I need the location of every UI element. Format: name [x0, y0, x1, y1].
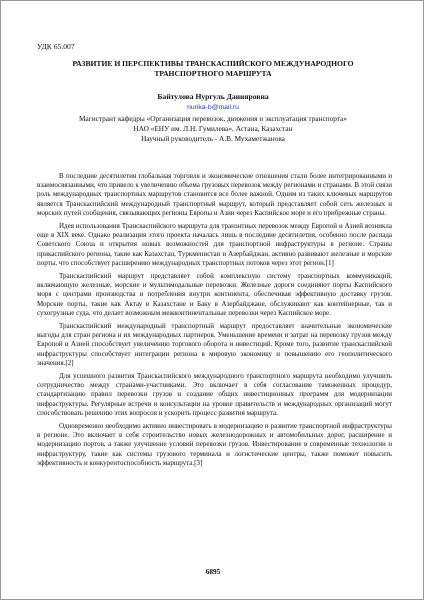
affiliation-line-university: НАО «ЕНУ им. Л.Н. Гумилева», Астана, Казахстан [133, 124, 293, 134]
article-body [37, 172, 392, 472]
udk-code: УДК 65.007 [37, 42, 75, 51]
author-email[interactable]: nurika-b@mail.ru [187, 104, 239, 111]
page-number: 6895 [205, 567, 221, 576]
affiliation-line-supervisor: Научный руководитель - А.В. Мухаметжанова [141, 134, 285, 144]
affiliation-block [31, 114, 395, 145]
body-paragraph: Одновременно необходимо активно инвестировать в модернизацию и развитие транспортной инфраструктуры в регионе. Это включает в себя строительство новых железнодорожных и автомобильных дорог, расширение и модернизацию портов, а также улучшение условий перевозки грузов. Инвестирование в современные технологии и инфраструктуру, такие как системы грузового терминала и логистические центры, также поможет повысить эффективность и конкурентоспособность маршрута.[3] [37, 422, 392, 467]
body-paragraph: В последние десятилетия глобальная торговля и экономические отношения стали более интегрированными и взаимосвязанными, что привело к увеличению объема грузовых перевозок между регионами и странами. В этой связи роль международных транспортных маршрутов становится все более важной. Одним из таких ключевых маршрутов является Транскаспийский международный транспортный маршрут, который представляет собой сеть железных и морских путей сообщения, связывающих регионы Европы и Азии через Каспийское море и его прибрежные страны. [37, 172, 392, 217]
paper-title: РАЗВИТИЕ И ПЕРСПЕКТИВЫ ТРАНСКАСПИЙСКОГО МЕЖДУНАРОДНОГО ТРАНСПОРТНОГО МАРШРУТА [72, 59, 354, 79]
author-name: Байтулова Нургуль Данияровна [157, 92, 269, 101]
body-paragraph: Для успешного развития Транскаспийского международного транспортного маршрута необходимо улучшить сотрудничество между странами-участниками. Это включает в себя согласование таможенных процедур, стандартизацию правил перевозки грузов и создание общих инвестиционных программ для модернизации инфраструктуры. Регулярные встречи и консультации на уровне правительств и международных организаций могут способствовать решению этих вопросов и ускорить процесс развития маршрута. [37, 372, 392, 417]
affiliation-line-department: Магистрант кафедры «Организация перевозок, движения и эксплуатация транспорта» [79, 114, 347, 123]
body-paragraph: Транскаспийский маршрут представляет собой комплексную систему транспортных коммуникаций, включающую железные, морские и мультимодальные перевозки. Железные дороги соединяют порты Каспийского моря с центрами производства и потребления внутри континента, обеспечивая эффективную доставку грузов. Морские порты, такие как Актау в Казахстане и Баку в Азербайджане, обслуживают как контейнерные, так и сухогрузные суда, что делает возможным межконтинентальные перевозки через Каспийское море. [37, 272, 392, 317]
body-paragraph: Идея использования Транскаспийского маршрута для транзитных перевозок между Европой и Азией возникла еще в XIX веке. Однако реализация этого проекта началась лишь в последние десятилетия, особенно после распада Советского Союза и открытия новых возможностей для транспортной инфраструктуры в регионе. Страны прикаспийского региона, такие как Казахстан, Туркменистан и Азербайджан, активно развивают железные и морские порты, что способствует расширению международных транспортных потоков через этот регион.[1] [37, 222, 392, 267]
body-paragraph: Транскаспийский международный транспортный маршрут предоставляет значительные экономические выгоды для стран региона и их международных партнеров. Уменьшение времени и затрат на перевозку грузов между Европой и Азией способствует увеличению торгового оборота и инвестиций. Кроме того, развитие транскаспийской инфраструктуры способствует интеграции региона в мировую экономику и повышению его геополитического значения.[2] [37, 322, 392, 367]
